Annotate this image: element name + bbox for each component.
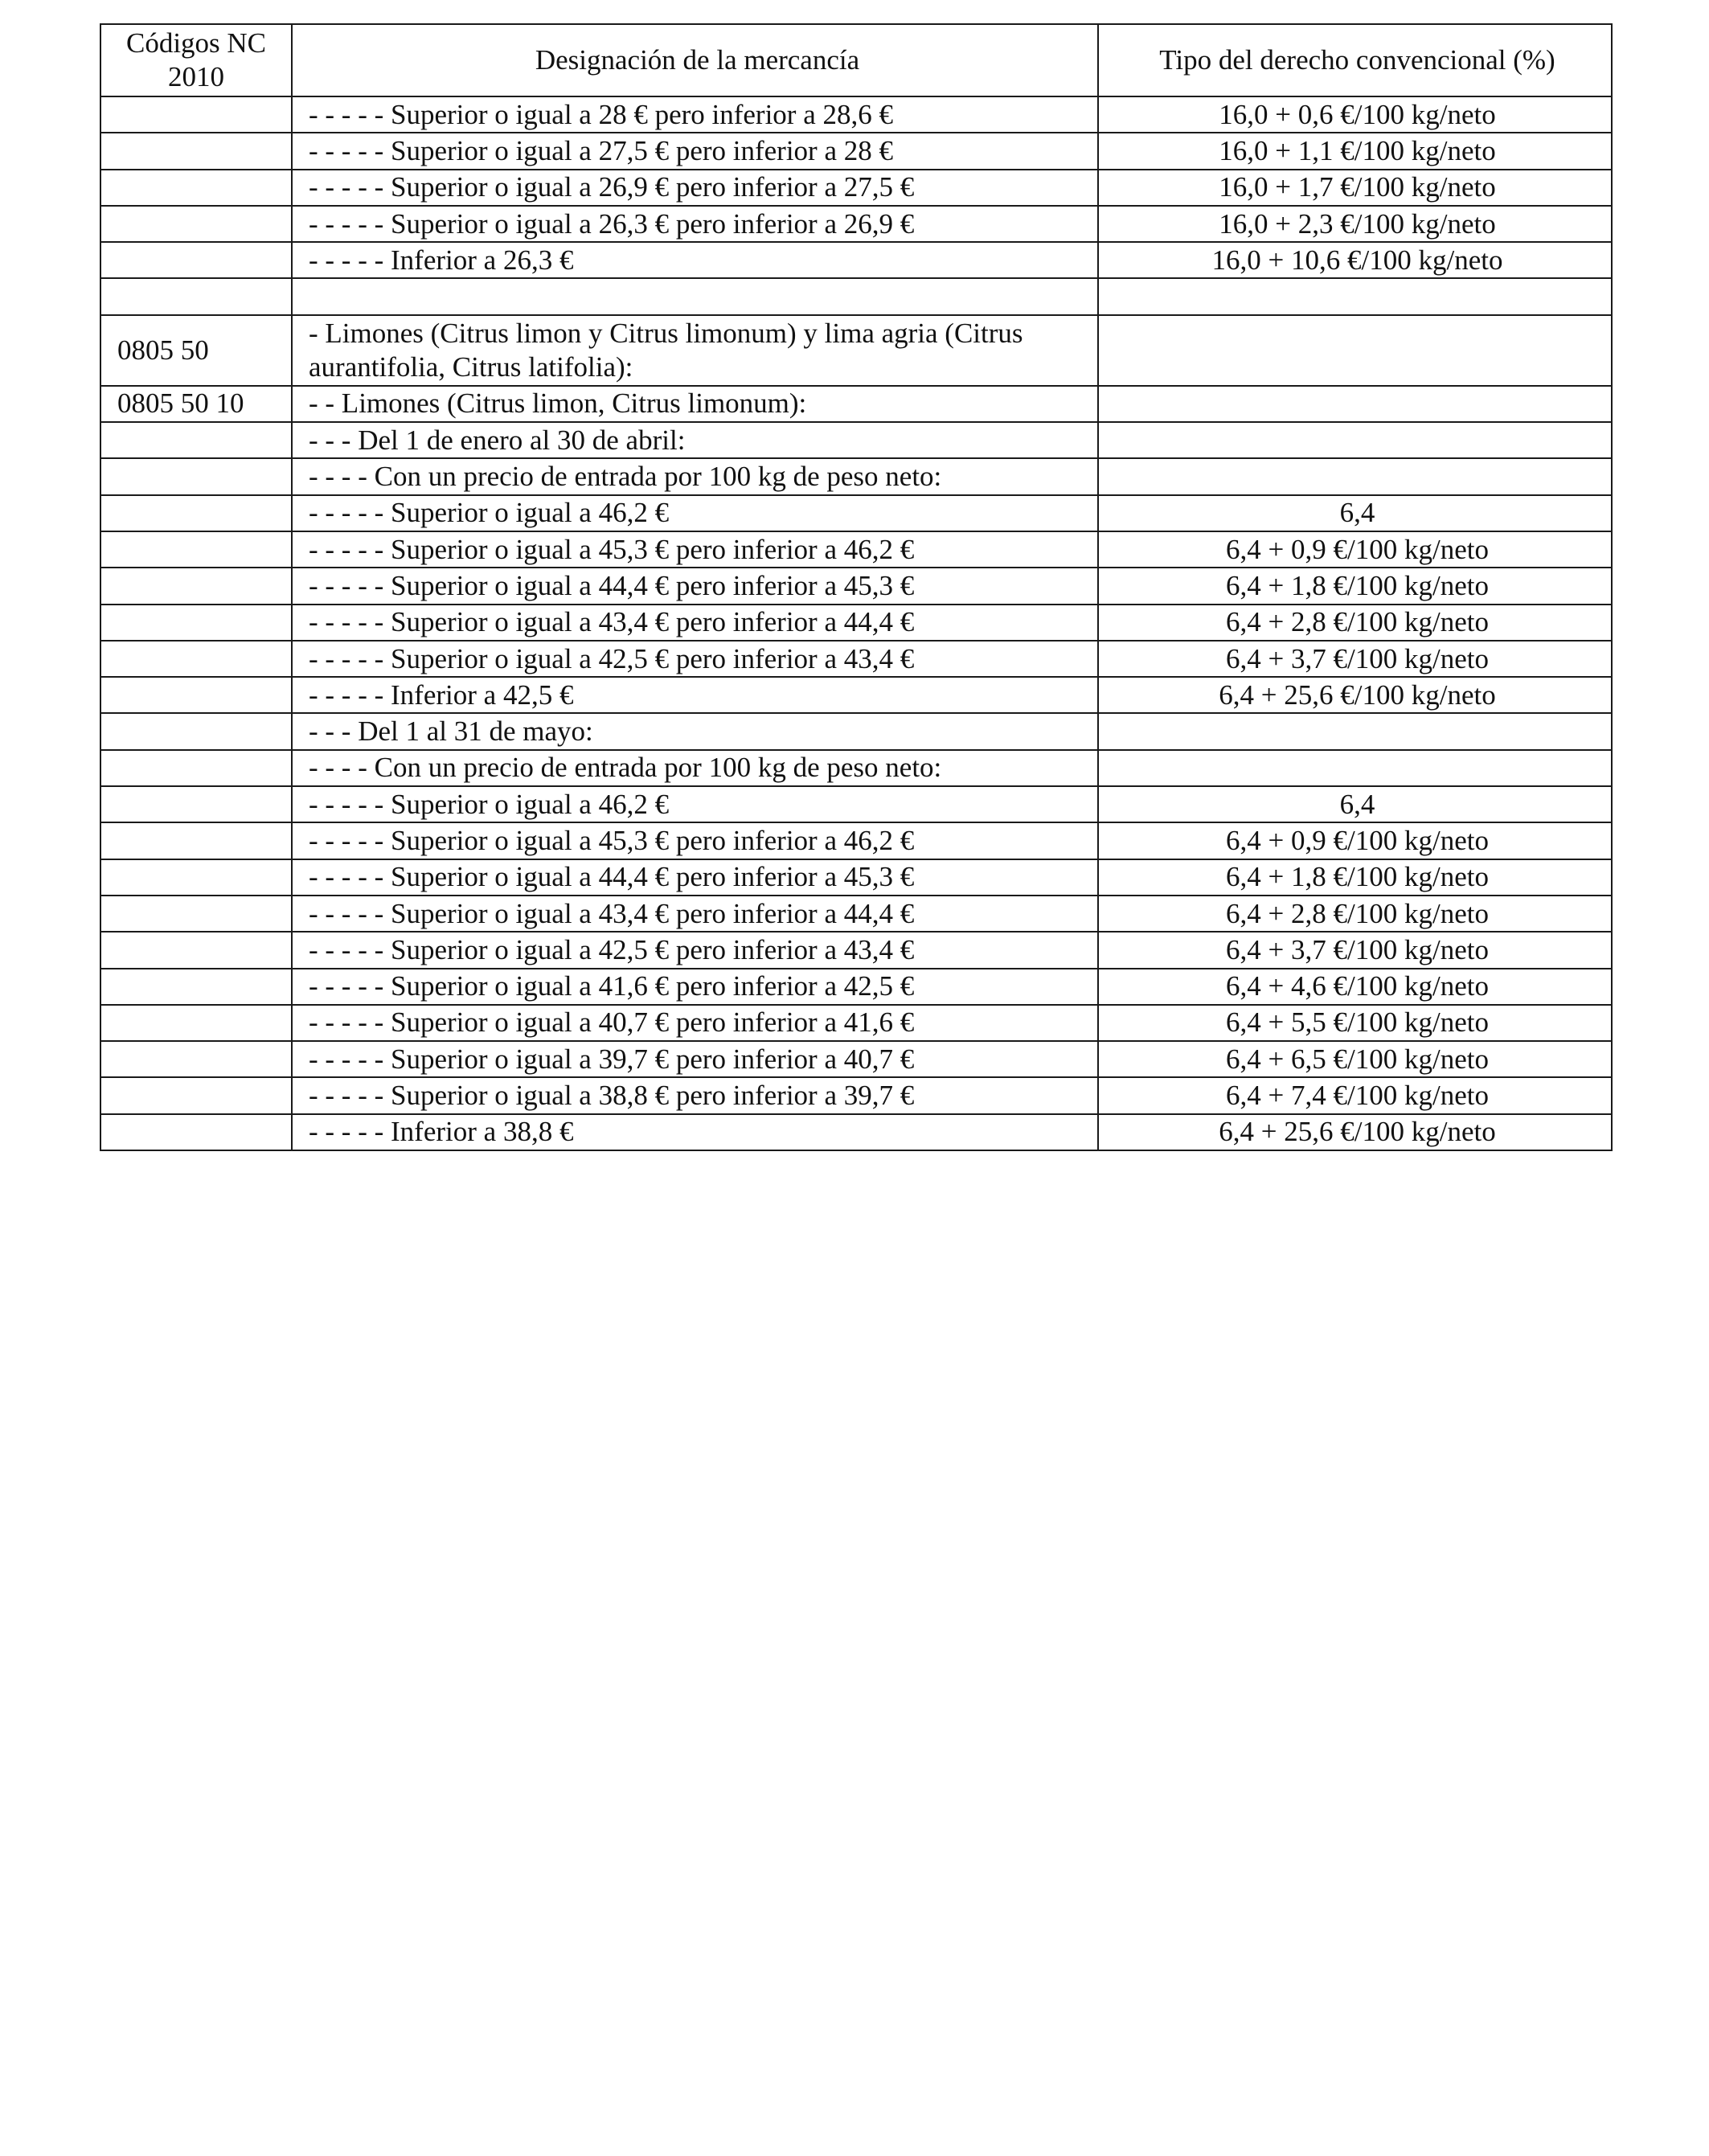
rate-cell: 6,4: [1098, 495, 1612, 531]
table-row: [100, 750, 1612, 786]
table-row: [100, 896, 1612, 932]
rate-cell: 6,4 + 5,5 €/100 kg/neto: [1098, 1005, 1612, 1041]
description-cell: - - - - - Superior o igual a 27,5 € pero inferior a 28 €: [292, 133, 1098, 169]
rate-cell: 6,4 + 0,9 €/100 kg/neto: [1098, 531, 1612, 568]
table-row: [100, 859, 1612, 896]
code-cell: [100, 458, 292, 494]
rate-cell: 6,4 + 0,9 €/100 kg/neto: [1098, 822, 1612, 859]
description-cell: - - - - - Inferior a 42,5 €: [292, 677, 1098, 713]
description-cell: - - - - - Superior o igual a 45,3 € pero inferior a 46,2 €: [292, 822, 1098, 859]
description-cell: - - Limones (Citrus limon, Citrus limonum):: [292, 386, 1098, 422]
code-cell: [100, 170, 292, 206]
table-row: [100, 1077, 1612, 1113]
code-cell: [100, 96, 292, 133]
rate-cell: 6,4 + 3,7 €/100 kg/neto: [1098, 932, 1612, 968]
table-row: [100, 822, 1612, 859]
description-cell: - - - - - Superior o igual a 46,2 €: [292, 495, 1098, 531]
description-cell: - - - - Con un precio de entrada por 100 kg de peso neto:: [292, 458, 1098, 494]
description-cell: - - - - - Superior o igual a 45,3 € pero inferior a 46,2 €: [292, 531, 1098, 568]
code-cell: [100, 242, 292, 278]
code-cell: [100, 1114, 292, 1150]
description-cell: - - - Del 1 de enero al 30 de abril:: [292, 422, 1098, 458]
code-cell: [100, 495, 292, 531]
code-cell: [100, 641, 292, 677]
description-cell: - - - - - Superior o igual a 43,4 € pero inferior a 44,4 €: [292, 605, 1098, 641]
rate-cell: 6,4 + 7,4 €/100 kg/neto: [1098, 1077, 1612, 1113]
description-cell: - - - Del 1 al 31 de mayo:: [292, 713, 1098, 749]
description-cell: - Limones (Citrus limon y Citrus limonum) y lima agria (Citrus aurantifolia, Citrus latifolia):: [292, 315, 1098, 386]
rate-cell: 6,4 + 2,8 €/100 kg/neto: [1098, 605, 1612, 641]
table-header: [100, 24, 1612, 96]
code-cell: [100, 531, 292, 568]
rate-cell: 16,0 + 10,6 €/100 kg/neto: [1098, 242, 1612, 278]
code-cell: [100, 932, 292, 968]
rate-cell: 6,4 + 1,8 €/100 kg/neto: [1098, 568, 1612, 604]
code-cell: 0805 50 10: [100, 386, 292, 422]
code-cell: [100, 278, 292, 314]
header-description: Designación de la mercancía: [292, 24, 1098, 96]
rate-cell: 16,0 + 1,1 €/100 kg/neto: [1098, 133, 1612, 169]
description-cell: - - - - - Superior o igual a 44,4 € pero inferior a 45,3 €: [292, 568, 1098, 604]
rate-cell: 6,4 + 6,5 €/100 kg/neto: [1098, 1041, 1612, 1077]
table-row: [100, 605, 1612, 641]
table-row: [100, 969, 1612, 1005]
description-cell: - - - - - Superior o igual a 42,5 € pero inferior a 43,4 €: [292, 641, 1098, 677]
code-cell: [100, 859, 292, 896]
code-cell: [100, 605, 292, 641]
code-cell: 0805 50: [100, 315, 292, 386]
table-row: [100, 133, 1612, 169]
table-row: [100, 641, 1612, 677]
code-cell: [100, 1077, 292, 1113]
header-row: [100, 24, 1612, 96]
description-cell: - - - - - Superior o igual a 40,7 € pero inferior a 41,6 €: [292, 1005, 1098, 1041]
code-cell: [100, 206, 292, 242]
table-row: [100, 677, 1612, 713]
description-cell: - - - - - Superior o igual a 42,5 € pero inferior a 43,4 €: [292, 932, 1098, 968]
rate-cell: 6,4 + 2,8 €/100 kg/neto: [1098, 896, 1612, 932]
rate-cell: 6,4 + 1,8 €/100 kg/neto: [1098, 859, 1612, 896]
rate-cell: 16,0 + 1,7 €/100 kg/neto: [1098, 170, 1612, 206]
header-rate: Tipo del derecho convencional (%): [1098, 24, 1612, 96]
rate-cell: [1098, 750, 1612, 786]
description-cell: - - - - - Inferior a 38,8 €: [292, 1114, 1098, 1150]
description-cell: - - - - - Inferior a 26,3 €: [292, 242, 1098, 278]
description-cell: - - - - - Superior o igual a 43,4 € pero inferior a 44,4 €: [292, 896, 1098, 932]
description-cell: - - - - - Superior o igual a 28 € pero inferior a 28,6 €: [292, 96, 1098, 133]
code-cell: [100, 568, 292, 604]
description-cell: - - - - - Superior o igual a 26,3 € pero inferior a 26,9 €: [292, 206, 1098, 242]
rate-cell: 6,4: [1098, 786, 1612, 822]
rate-cell: [1098, 315, 1612, 386]
table-row: [100, 242, 1612, 278]
code-cell: [100, 1005, 292, 1041]
code-cell: [100, 896, 292, 932]
rate-cell: 6,4 + 4,6 €/100 kg/neto: [1098, 969, 1612, 1005]
table-row: [100, 315, 1612, 386]
code-cell: [100, 750, 292, 786]
rate-cell: [1098, 422, 1612, 458]
description-cell: - - - - - Superior o igual a 26,9 € pero inferior a 27,5 €: [292, 170, 1098, 206]
rate-cell: [1098, 458, 1612, 494]
table-row: [100, 206, 1612, 242]
header-code: Códigos NC 2010: [100, 24, 292, 96]
table-row: [100, 1114, 1612, 1150]
table-body: [100, 96, 1612, 1150]
description-cell: - - - - - Superior o igual a 41,6 € pero inferior a 42,5 €: [292, 969, 1098, 1005]
rate-cell: [1098, 278, 1612, 314]
rate-cell: [1098, 713, 1612, 749]
rate-cell: 16,0 + 2,3 €/100 kg/neto: [1098, 206, 1612, 242]
code-cell: [100, 422, 292, 458]
table-row: [100, 495, 1612, 531]
code-cell: [100, 786, 292, 822]
table-row: [100, 96, 1612, 133]
description-cell: - - - - - Superior o igual a 38,8 € pero inferior a 39,7 €: [292, 1077, 1098, 1113]
description-cell: - - - - Con un precio de entrada por 100 kg de peso neto:: [292, 750, 1098, 786]
description-cell: - - - - - Superior o igual a 44,4 € pero inferior a 45,3 €: [292, 859, 1098, 896]
table-row: [100, 170, 1612, 206]
rate-cell: 6,4 + 3,7 €/100 kg/neto: [1098, 641, 1612, 677]
table-row: [100, 1041, 1612, 1077]
table-row: [100, 278, 1612, 314]
description-cell: - - - - - Superior o igual a 46,2 €: [292, 786, 1098, 822]
rate-cell: [1098, 386, 1612, 422]
table-row: [100, 1005, 1612, 1041]
tariff-table: [100, 23, 1613, 1151]
table-row: [100, 713, 1612, 749]
table-row: [100, 386, 1612, 422]
code-cell: [100, 822, 292, 859]
rate-cell: 6,4 + 25,6 €/100 kg/neto: [1098, 1114, 1612, 1150]
table-row: [100, 458, 1612, 494]
code-cell: [100, 133, 292, 169]
table-row: [100, 422, 1612, 458]
table-row: [100, 568, 1612, 604]
rate-cell: 16,0 + 0,6 €/100 kg/neto: [1098, 96, 1612, 133]
table-row: [100, 531, 1612, 568]
table-row: [100, 786, 1612, 822]
code-cell: [100, 1041, 292, 1077]
table-row: [100, 932, 1612, 968]
description-cell: [292, 278, 1098, 314]
description-cell: - - - - - Superior o igual a 39,7 € pero inferior a 40,7 €: [292, 1041, 1098, 1077]
code-cell: [100, 713, 292, 749]
code-cell: [100, 969, 292, 1005]
rate-cell: 6,4 + 25,6 €/100 kg/neto: [1098, 677, 1612, 713]
code-cell: [100, 677, 292, 713]
